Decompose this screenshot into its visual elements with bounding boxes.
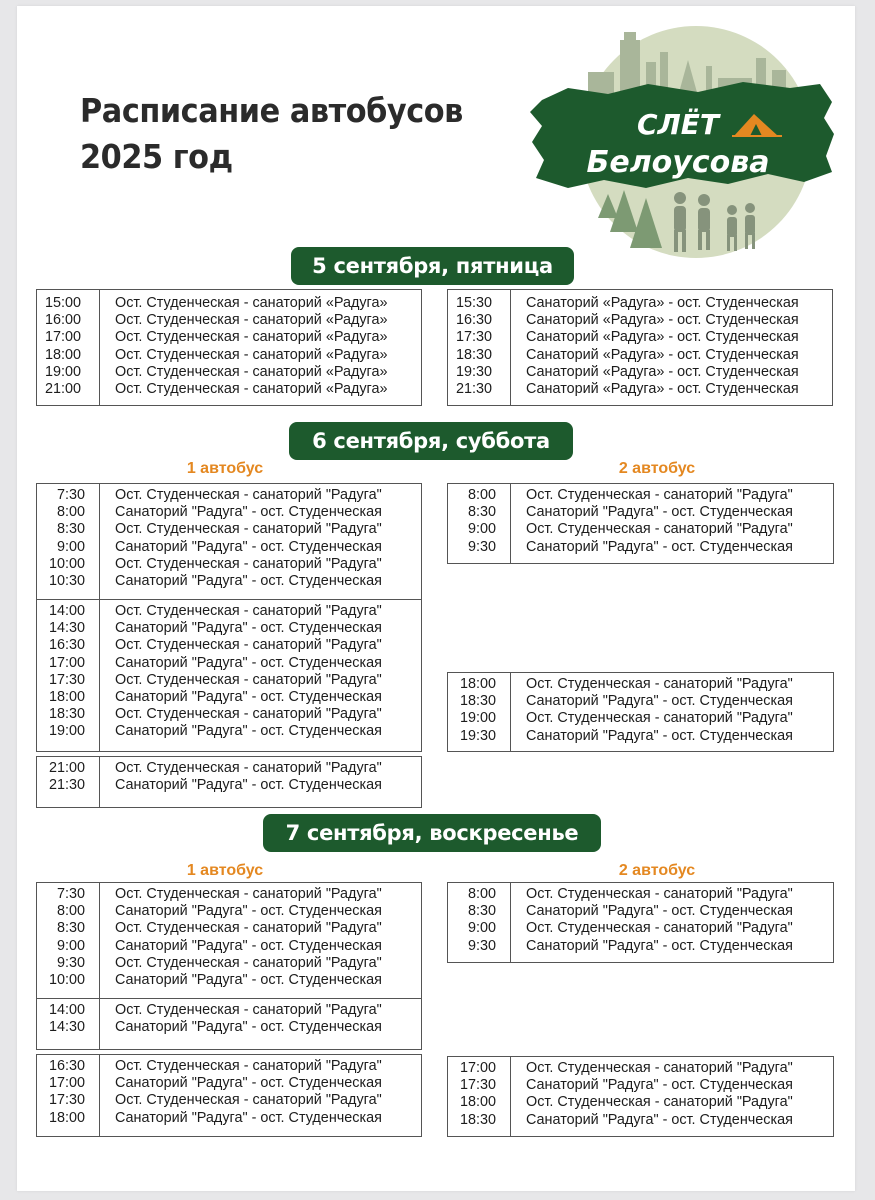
table-row <box>448 1112 833 1129</box>
table-row <box>37 760 421 777</box>
table-row <box>37 706 421 723</box>
departure-time: 17:30 <box>456 329 493 346</box>
table-row <box>448 710 833 727</box>
table-row <box>448 504 833 521</box>
departure-time: 17:00 <box>48 654 85 671</box>
departure-time: 14:30 <box>48 1019 85 1036</box>
table-row <box>37 672 421 689</box>
departure-time: 9:00 <box>56 538 85 555</box>
departure-time: 16:30 <box>456 312 493 329</box>
table-row <box>37 777 421 794</box>
table-body <box>448 883 833 955</box>
departure-time: 17:30 <box>459 1077 496 1094</box>
departure-time: 17:30 <box>48 1092 85 1109</box>
route-description: Ост. Студенческая - санаторий "Радуга" <box>115 706 382 723</box>
route-description: Ост. Студенческая - санаторий "Радуга" <box>115 1092 382 1109</box>
departure-time: 17:00 <box>45 329 82 346</box>
departure-time: 19:30 <box>456 363 493 380</box>
departure-time: 18:00 <box>459 676 496 692</box>
route-description: Санаторий "Радуга" - ост. Студенческая <box>115 1019 382 1036</box>
route-description: Ост. Студенческая - санаторий "Радуга" <box>526 1060 793 1076</box>
table-row <box>448 1060 833 1077</box>
route-description: Санаторий "Радуга" - ост. Студенческая <box>526 504 793 521</box>
day-header-saturday: 6 сентября, суббота <box>289 422 573 460</box>
route-description: Ост. Студенческая - санаторий "Радуга" <box>526 521 793 538</box>
table-body <box>448 673 833 745</box>
departure-time: 8:00 <box>56 903 85 920</box>
route-description: Санаторий "Радуга" - ост. Студенческая <box>526 903 793 920</box>
departure-time: 9:30 <box>56 954 85 971</box>
route-description: Ост. Студенческая - санаторий "Радуга" <box>115 920 382 937</box>
route-description: Санаторий "Радуга" - ост. Студенческая <box>115 723 382 740</box>
route-description: Ост. Студенческая - санаторий "Радуга" <box>115 671 382 688</box>
sat-bus-2-label: 2 автобус <box>618 460 696 477</box>
table-body <box>37 600 421 741</box>
route-description: Ост. Студенческая - санаторий «Радуга» <box>115 346 388 363</box>
table-row <box>37 920 421 937</box>
route-description: Санаторий "Радуга" - ост. Студенческая <box>526 937 793 954</box>
page-title-line-1: Расписание автобусов <box>80 91 463 130</box>
table-body <box>37 883 421 989</box>
departure-time: 15:00 <box>45 295 82 311</box>
table-body <box>37 999 421 1036</box>
table-row <box>37 655 421 672</box>
saturday-bus2-evening-table <box>447 672 834 752</box>
route-description: Санаторий "Радуга" - ост. Студенческая <box>115 688 382 705</box>
table-row <box>448 487 833 504</box>
departure-time: 18:30 <box>456 346 493 363</box>
route-description: Санаторий "Радуга" - ост. Студенческая <box>115 937 382 954</box>
table-row <box>37 955 421 972</box>
table-row <box>37 573 421 590</box>
route-description: Санаторий "Радуга" - ост. Студенческая <box>526 727 793 744</box>
table-row <box>448 329 832 346</box>
departure-time: 14:00 <box>48 1002 85 1018</box>
departure-time: 15:30 <box>456 295 493 311</box>
table-body <box>37 484 421 590</box>
route-description: Ост. Студенческая - санаторий "Радуга" <box>526 920 793 937</box>
table-row <box>37 1019 421 1036</box>
table-row <box>37 521 421 538</box>
route-description: Ост. Студенческая - санаторий "Радуга" <box>526 487 793 503</box>
day-header-sunday: 7 сентября, воскресенье <box>263 814 601 852</box>
route-description: Ост. Студенческая - санаторий «Радуга» <box>115 312 388 329</box>
departure-time: 17:00 <box>459 1060 496 1076</box>
departure-time: 9:30 <box>467 937 496 954</box>
table-row <box>37 620 421 637</box>
table-column-divider <box>510 883 511 962</box>
departure-time: 8:30 <box>56 521 85 538</box>
table-row <box>37 295 421 312</box>
table-row <box>448 312 832 329</box>
day-header-friday: 5 сентября, пятница <box>291 247 574 285</box>
table-column-divider <box>99 290 100 405</box>
departure-time: 17:30 <box>48 671 85 688</box>
table-column-divider <box>99 484 100 599</box>
route-description: Санаторий "Радуга" - ост. Студенческая <box>526 538 793 555</box>
departure-time: 19:00 <box>48 723 85 740</box>
route-description: Санаторий "Радуга" - ост. Студенческая <box>115 1109 382 1126</box>
departure-time: 17:00 <box>48 1075 85 1092</box>
table-row <box>448 693 833 710</box>
departure-time: 9:00 <box>467 920 496 937</box>
table-row <box>37 1075 421 1092</box>
table-row <box>37 312 421 329</box>
departure-time: 9:30 <box>467 538 496 555</box>
table-body <box>37 1055 421 1127</box>
sun-bus-2-label: 2 автобус <box>618 862 696 879</box>
page-title <box>80 88 463 180</box>
departure-time: 21:00 <box>45 380 82 397</box>
route-description: Санаторий "Радуга" - ост. Студенческая <box>115 1075 382 1092</box>
page-title-line-2: 2025 год <box>80 137 233 176</box>
route-description: Ост. Студенческая - санаторий "Радуга" <box>115 886 382 902</box>
logo-text-line-2: Белоусова <box>586 145 770 180</box>
route-description: Санаторий "Радуга" - ост. Студенческая <box>115 903 382 920</box>
departure-time: 7:30 <box>56 886 85 902</box>
route-description: Санаторий "Радуга" - ост. Студенческая <box>526 693 793 710</box>
table-row <box>448 676 833 693</box>
table-row <box>37 886 421 903</box>
route-description: Ост. Студенческая - санаторий «Радуга» <box>115 329 388 346</box>
table-row <box>37 364 421 381</box>
table-row <box>37 903 421 920</box>
table-row <box>448 938 833 955</box>
table-row <box>37 347 421 364</box>
saturday-bus1-afternoon-table <box>36 599 422 752</box>
departure-time: 19:30 <box>459 727 496 744</box>
route-description: Ост. Студенческая - санаторий "Радуга" <box>115 1058 382 1074</box>
departure-time: 8:30 <box>467 903 496 920</box>
departure-time: 14:00 <box>48 603 85 619</box>
sun-bus-1-label: 1 автобус <box>186 862 264 879</box>
route-description: Ост. Студенческая - санаторий "Радуга" <box>115 954 382 971</box>
departure-time: 16:30 <box>48 1058 85 1074</box>
route-description: Санаторий "Радуга" - ост. Студенческая <box>115 572 382 589</box>
departure-time: 10:30 <box>48 572 85 589</box>
table-row <box>37 1092 421 1109</box>
table-row <box>448 728 833 745</box>
route-description: Ост. Студенческая - санаторий "Радуга" <box>115 487 382 503</box>
table-row <box>37 329 421 346</box>
departure-time: 7:30 <box>56 487 85 503</box>
departure-time: 8:00 <box>467 487 496 503</box>
departure-time: 18:30 <box>48 706 85 723</box>
route-description: Санаторий "Радуга" - ост. Студенческая <box>526 1111 793 1128</box>
saturday-bus1-morning-table <box>36 483 422 600</box>
departure-time: 18:30 <box>459 1111 496 1128</box>
friday-departures-table <box>36 289 422 406</box>
route-description: Ост. Студенческая - санаторий "Радуга" <box>526 676 793 692</box>
departure-time: 8:00 <box>56 504 85 521</box>
departure-time: 19:00 <box>45 363 82 380</box>
sat-bus-1-label: 1 автобус <box>186 460 264 477</box>
table-row <box>448 295 832 312</box>
table-body <box>448 1057 833 1129</box>
route-description: Санаторий «Радуга» - ост. Студенческая <box>526 295 799 311</box>
departure-time: 18:00 <box>459 1094 496 1111</box>
table-column-divider <box>510 290 511 405</box>
route-description: Санаторий «Радуга» - ост. Студенческая <box>526 363 799 380</box>
departure-time: 8:00 <box>467 886 496 902</box>
table-column-divider <box>510 1057 511 1136</box>
table-row <box>448 381 832 398</box>
route-description: Ост. Студенческая - санаторий «Радуга» <box>115 295 388 311</box>
table-row <box>37 1110 421 1127</box>
table-row <box>37 1058 421 1075</box>
table-column-divider <box>99 757 100 807</box>
route-description: Санаторий «Радуга» - ост. Студенческая <box>526 380 799 397</box>
table-row <box>448 364 832 381</box>
route-description: Санаторий "Радуга" - ост. Студенческая <box>115 971 382 988</box>
departure-time: 16:30 <box>48 637 85 654</box>
route-description: Ост. Студенческая - санаторий «Радуга» <box>115 363 388 380</box>
table-row <box>37 539 421 556</box>
table-body <box>37 290 421 398</box>
table-column-divider <box>99 600 100 751</box>
route-description: Ост. Студенческая - санаторий "Радуга" <box>526 886 793 902</box>
departure-time: 18:00 <box>48 688 85 705</box>
route-description: Ост. Студенческая - санаторий "Радуга" <box>115 555 382 572</box>
departure-time: 8:30 <box>467 504 496 521</box>
table-row <box>37 1002 421 1019</box>
departure-time: 18:00 <box>48 1109 85 1126</box>
table-column-divider <box>99 999 100 1049</box>
route-description: Ост. Студенческая - санаторий "Радуга" <box>115 603 382 619</box>
table-column-divider <box>99 883 100 998</box>
route-description: Санаторий "Радуга" - ост. Студенческая <box>115 538 382 555</box>
departure-time: 8:30 <box>56 920 85 937</box>
departure-time: 14:30 <box>48 620 85 637</box>
table-row <box>37 972 421 989</box>
route-description: Ост. Студенческая - санаторий "Радуга" <box>115 1002 382 1018</box>
table-row <box>37 504 421 521</box>
route-description: Ост. Студенческая - санаторий "Радуга" <box>526 1094 793 1111</box>
table-row <box>448 903 833 920</box>
table-row <box>448 886 833 903</box>
table-column-divider <box>510 484 511 563</box>
table-row <box>37 723 421 740</box>
sunday-bus2-evening-table <box>447 1056 834 1137</box>
sunday-bus1-evening-table <box>36 1054 422 1137</box>
friday-returns-table <box>447 289 833 406</box>
departure-time: 9:00 <box>467 521 496 538</box>
route-description: Санаторий "Радуга" - ост. Студенческая <box>115 620 382 637</box>
departure-time: 10:00 <box>48 555 85 572</box>
route-description: Ост. Студенческая - санаторий "Радуга" <box>526 710 793 727</box>
table-body <box>37 757 421 794</box>
route-description: Санаторий «Радуга» - ост. Студенческая <box>526 312 799 329</box>
table-row <box>448 920 833 937</box>
table-row <box>37 603 421 620</box>
table-row <box>448 1094 833 1111</box>
sunday-bus1-morning-table <box>36 882 422 999</box>
table-row <box>448 539 833 556</box>
saturday-bus1-evening-table <box>36 756 422 808</box>
departure-time: 21:00 <box>48 760 85 776</box>
table-body <box>448 484 833 556</box>
sunday-bus1-midday-table <box>36 998 422 1050</box>
table-row <box>37 487 421 504</box>
table-row <box>37 689 421 706</box>
saturday-bus2-morning-table <box>447 483 834 564</box>
departure-time: 21:30 <box>456 380 493 397</box>
departure-time: 16:00 <box>45 312 82 329</box>
departure-time: 19:00 <box>459 710 496 727</box>
route-description: Санаторий «Радуга» - ост. Студенческая <box>526 346 799 363</box>
table-row <box>448 521 833 538</box>
departure-time: 18:00 <box>45 346 82 363</box>
route-description: Ост. Студенческая - санаторий "Радуга" <box>115 637 382 654</box>
route-description: Ост. Студенческая - санаторий "Радуга" <box>115 521 382 538</box>
route-description: Санаторий "Радуга" - ост. Студенческая <box>115 504 382 521</box>
table-row <box>37 637 421 654</box>
table-row <box>448 1077 833 1094</box>
route-description: Санаторий "Радуга" - ост. Студенческая <box>115 777 382 794</box>
route-description: Ост. Студенческая - санаторий "Радуга" <box>115 760 382 776</box>
table-column-divider <box>510 673 511 751</box>
table-row <box>448 347 832 364</box>
logo-text-line-1: СЛЁТ <box>636 108 720 141</box>
route-description: Санаторий «Радуга» - ост. Студенческая <box>526 329 799 346</box>
sunday-bus2-morning-table <box>447 882 834 963</box>
departure-time: 10:00 <box>48 971 85 988</box>
table-body <box>448 290 832 398</box>
departure-time: 21:30 <box>48 777 85 794</box>
departure-time: 18:30 <box>459 693 496 710</box>
event-logo <box>528 22 838 267</box>
table-row <box>37 556 421 573</box>
table-row <box>37 381 421 398</box>
table-column-divider <box>99 1055 100 1136</box>
route-description: Ост. Студенческая - санаторий «Радуга» <box>115 380 388 397</box>
table-row <box>37 938 421 955</box>
route-description: Санаторий "Радуга" - ост. Студенческая <box>115 654 382 671</box>
route-description: Санаторий "Радуга" - ост. Студенческая <box>526 1077 793 1094</box>
departure-time: 9:00 <box>56 937 85 954</box>
